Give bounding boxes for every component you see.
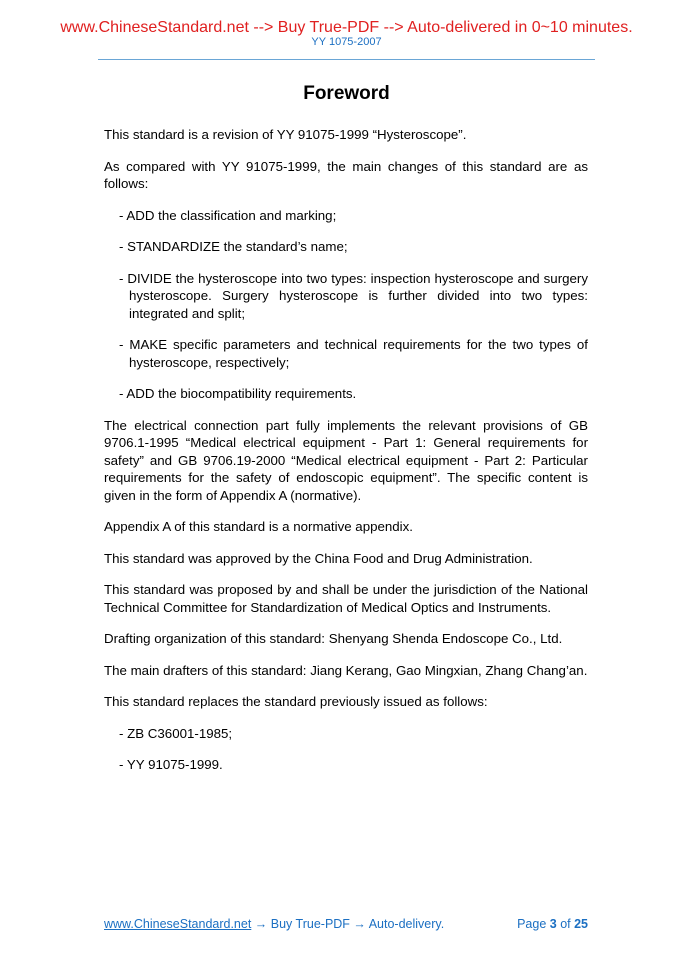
list-item: - ADD the biocompatibility requirements. <box>119 386 357 401</box>
paragraph: This standard replaces the standard previously issued as follows: <box>104 694 488 709</box>
page-number: 3 <box>549 917 557 931</box>
page-of-label: of <box>556 917 575 931</box>
paragraph: This standard was approved by the China Food and Drug Administration. <box>104 550 533 566</box>
paragraph: The electrical connection part fully implements the relevant provisions of GB 9706.1-1995 “Medical electrical equipment - Part 1: General requirements for safety” and GB 9706.19-2000 “Medical electrical equipment - Part 2: Particular requirements for the safety of endoscopic equipment”. The specific content is given in the form of Appendix A (normative). <box>104 417 588 503</box>
header-banner[interactable]: www.ChineseStandard.net --> Buy True-PDF --> Auto-delivered in 0~10 minutes. <box>60 19 633 36</box>
page-footer <box>104 915 588 933</box>
list-item: - ADD the classification and marking; <box>119 207 337 223</box>
header-divider <box>98 59 595 60</box>
list-item: - MAKE specific parameters and technical requirements for the two types of hysteroscope, respectively; <box>119 337 588 370</box>
page-label: Page <box>517 917 550 931</box>
list-item: - STANDARDIZE the standard’s name; <box>119 239 348 254</box>
footer-site-link[interactable]: www.ChineseStandard.net <box>104 917 252 931</box>
list-item: - ZB C36001-1985; <box>119 725 233 741</box>
paragraph: As compared with YY 91075-1999, the main changes of this standard are as follows: <box>104 158 588 191</box>
footer-tagline: → Buy True-PDF → Auto-delivery. <box>251 917 445 931</box>
page-total: 25 <box>574 917 588 931</box>
list-item: - DIVIDE the hysteroscope into two types: inspection hysteroscope and surgery hysteroscope. Surgery hysteroscope is further divided into two types: integrated and split; <box>119 270 588 321</box>
document-id: YY 1075-2007 <box>311 36 382 48</box>
paragraph: This standard was proposed by and shall be under the jurisdiction of the National Technical Committee for Standardization of Medical Optics and Instruments. <box>104 582 588 615</box>
paragraph: The main drafters of this standard: Jiang Kerang, Gao Mingxian, Zhang Chang’an. <box>104 662 588 678</box>
paragraph: Drafting organization of this standard: Shenyang Shenda Endoscope Co., Ltd. <box>104 631 563 646</box>
list-item: - YY 91075-1999. <box>119 757 223 772</box>
paragraph: This standard is a revision of YY 91075-1999 “Hysteroscope”. <box>104 127 467 142</box>
page-indicator <box>517 915 588 933</box>
paragraph: Appendix A of this standard is a normative appendix. <box>104 519 413 534</box>
foreword-body <box>104 126 588 788</box>
page-title: Foreword <box>303 83 390 104</box>
